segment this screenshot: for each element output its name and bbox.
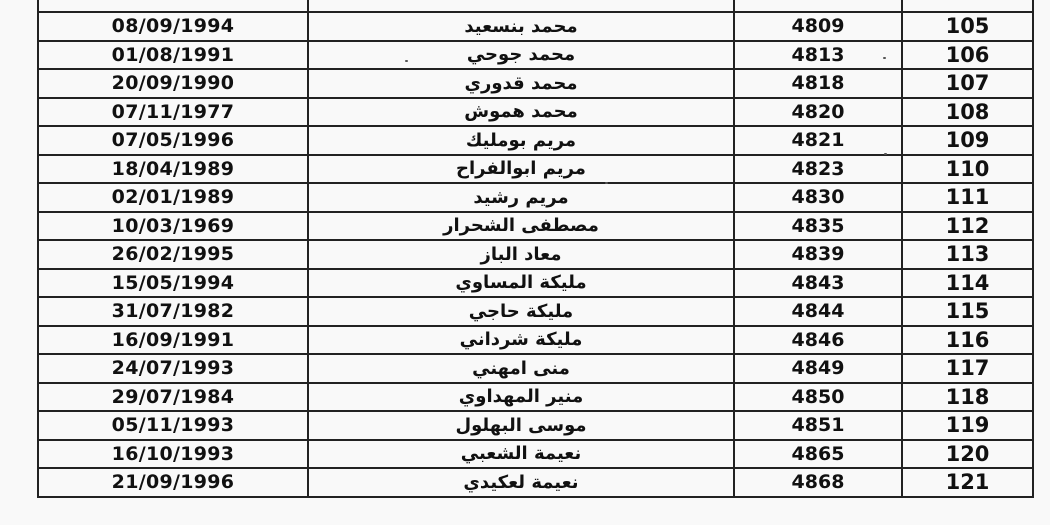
code-cell: 4843 [734,269,902,298]
row-number-cell: 117 [902,354,1033,383]
table-row [38,269,1033,298]
scan-speck [883,57,886,59]
table-row [38,383,1033,412]
row-number-cell: 113 [902,240,1033,269]
birth-date-cell: 21/09/1996 [38,468,308,497]
row-number-cell: 107 [902,69,1033,98]
full-name-cell: مصطفى الشحرار [308,212,734,241]
full-name-cell: مليكة حاجي [308,297,734,326]
table-row [38,183,1033,212]
code-cell: 4850 [734,383,902,412]
birth-date-cell: 08/09/1994 [38,12,308,41]
row-number-cell: 116 [902,326,1033,355]
birth-date-cell: 07/11/1977 [38,98,308,127]
code-cell: 4846 [734,326,902,355]
row-number-cell: 109 [902,126,1033,155]
code-cell: 4830 [734,183,902,212]
row-number-cell: 114 [902,269,1033,298]
table-cell [308,0,734,12]
birth-date-cell: 05/11/1993 [38,411,308,440]
full-name-cell: منى امهني [308,354,734,383]
full-name-cell: مليكة المساوي [308,269,734,298]
birth-date-cell: 10/03/1969 [38,212,308,241]
full-name-cell: نعيمة لعكيدي [308,468,734,497]
row-number-cell: 112 [902,212,1033,241]
table-row [38,98,1033,127]
full-name-cell: موسى البهلول [308,411,734,440]
row-number-cell: 110 [902,155,1033,184]
row-number-cell: 121 [902,468,1033,497]
birth-date-cell: 01/08/1991 [38,41,308,70]
table-cell [734,0,902,12]
birth-date-cell: 16/10/1993 [38,440,308,469]
code-cell: 4821 [734,126,902,155]
row-number-cell: 115 [902,297,1033,326]
birth-date-cell: 18/04/1989 [38,155,308,184]
full-name-cell: محمد قدوري [308,69,734,98]
table-cell [902,0,1033,12]
birth-date-cell: 31/07/1982 [38,297,308,326]
code-cell: 4818 [734,69,902,98]
birth-date-cell: 07/05/1996 [38,126,308,155]
records-table-body [38,0,1033,497]
full-name-cell: معاد الباز [308,240,734,269]
code-cell: 4809 [734,12,902,41]
birth-date-cell: 29/07/1984 [38,383,308,412]
code-cell: 4839 [734,240,902,269]
table-row [38,297,1033,326]
full-name-cell: محمد بنسعيد [308,12,734,41]
birth-date-cell: 16/09/1991 [38,326,308,355]
table-row [38,12,1033,41]
row-number-cell: 105 [902,12,1033,41]
table-row-header-stub [38,0,1033,12]
code-cell: 4844 [734,297,902,326]
table-row [38,155,1033,184]
table-row [38,468,1033,497]
row-number-cell: 108 [902,98,1033,127]
table-cell [38,0,308,12]
full-name-cell: مريم ابوالفراح [308,155,734,184]
table-row [38,411,1033,440]
scan-speck [884,153,887,155]
code-cell: 4823 [734,155,902,184]
full-name-cell: نعيمة الشعبي [308,440,734,469]
code-cell: 4835 [734,212,902,241]
birth-date-cell: 02/01/1989 [38,183,308,212]
table-row [38,126,1033,155]
table-row [38,354,1033,383]
scan-speck [605,182,608,184]
table-row [38,41,1033,70]
code-cell: 4813 [734,41,902,70]
row-number-cell: 120 [902,440,1033,469]
records-table [37,0,1034,498]
full-name-cell: مليكة شرداني [308,326,734,355]
birth-date-cell: 15/05/1994 [38,269,308,298]
table-row [38,440,1033,469]
birth-date-cell: 24/07/1993 [38,354,308,383]
table-row [38,212,1033,241]
birth-date-cell: 20/09/1990 [38,69,308,98]
code-cell: 4849 [734,354,902,383]
full-name-cell: محمد هموش [308,98,734,127]
full-name-cell: محمد جوحي [308,41,734,70]
full-name-cell: مريم رشيد [308,183,734,212]
table-row [38,326,1033,355]
row-number-cell: 106 [902,41,1033,70]
row-number-cell: 119 [902,411,1033,440]
table-row [38,240,1033,269]
code-cell: 4851 [734,411,902,440]
full-name-cell: منير المهداوي [308,383,734,412]
code-cell: 4868 [734,468,902,497]
row-number-cell: 111 [902,183,1033,212]
row-number-cell: 118 [902,383,1033,412]
full-name-cell: مريم بومليك [308,126,734,155]
code-cell: 4865 [734,440,902,469]
table-row [38,69,1033,98]
birth-date-cell: 26/02/1995 [38,240,308,269]
scan-speck [405,60,408,62]
code-cell: 4820 [734,98,902,127]
